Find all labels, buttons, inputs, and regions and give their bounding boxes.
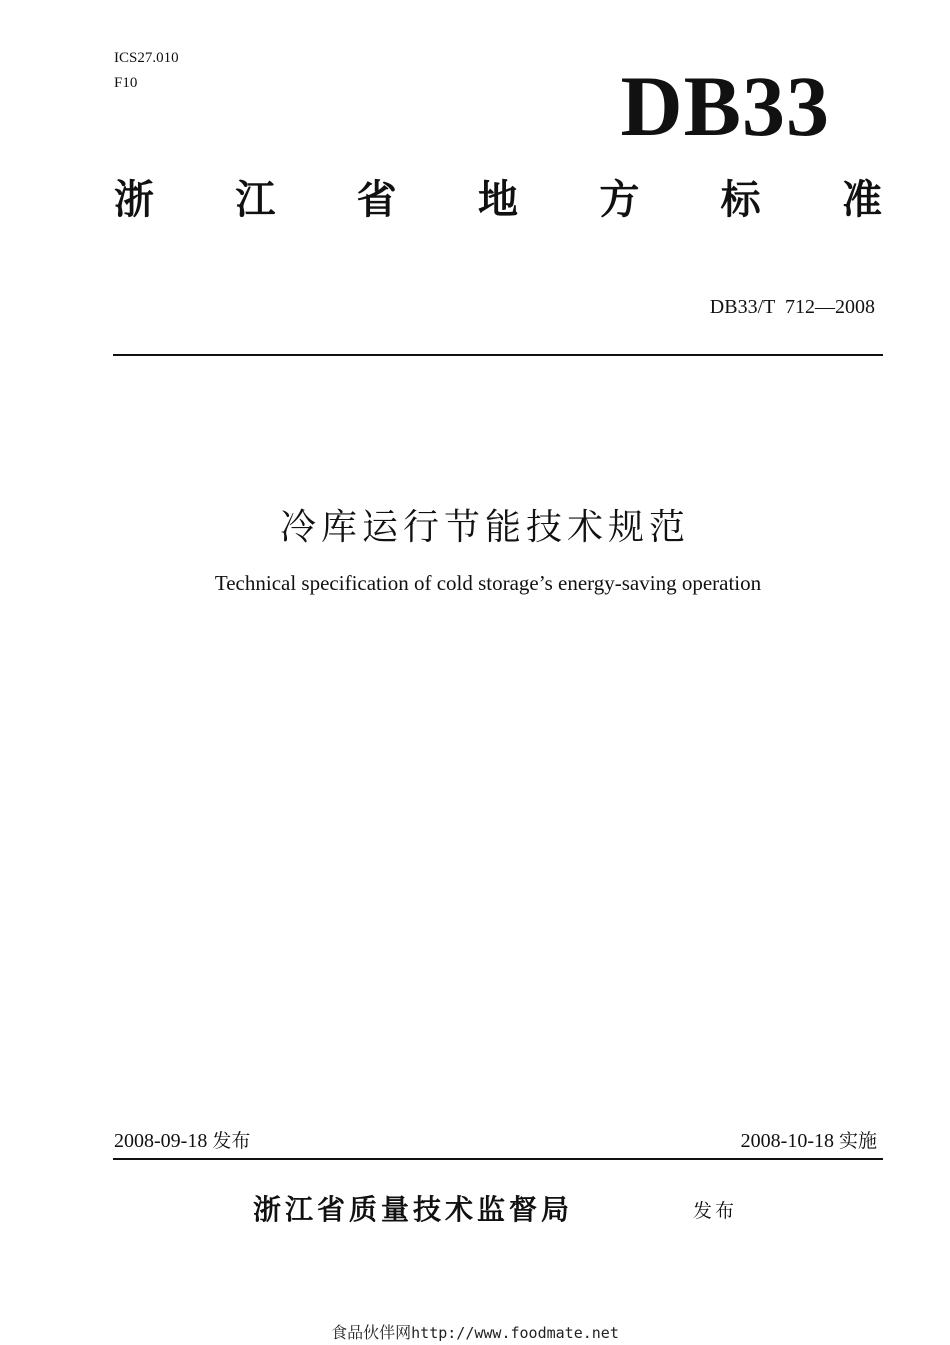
implement-date-line	[741, 1127, 877, 1155]
province-title-char: 地	[477, 177, 518, 223]
issue-date-line	[114, 1127, 250, 1155]
document-title-chinese: 冷库运行节能技术规范	[279, 507, 690, 548]
watermark-url: http://www.foodmate.net	[411, 1324, 619, 1342]
issue-date: 2008-09-18	[114, 1130, 208, 1152]
issuing-authority: 浙江省质量技术监督局	[253, 1193, 574, 1226]
province-title-char: 江	[235, 177, 276, 223]
province-title-char: 省	[356, 177, 397, 223]
document-title-english: Technical specification of cold storage’s energy-saving operation	[214, 571, 762, 595]
watermark-site-name: 食品伙伴网	[331, 1323, 412, 1342]
ics-code: ICS27.010	[114, 50, 179, 66]
province-title-char: 浙	[114, 177, 154, 223]
province-title-char: 方	[599, 177, 640, 223]
province-standard-title	[114, 175, 882, 225]
province-title-char: 准	[841, 177, 882, 223]
bottom-divider	[113, 1158, 883, 1160]
implement-date: 2008-10-18	[740, 1130, 834, 1152]
classification-code: F10	[114, 75, 138, 91]
standard-number: DB33/T 712—2008	[709, 296, 875, 318]
top-divider	[113, 354, 883, 356]
province-title-char: 标	[720, 177, 761, 223]
issuer-suffix: 发布	[693, 1200, 738, 1222]
watermark	[0, 1322, 950, 1345]
standard-mark: DB33	[620, 58, 830, 154]
implement-label: 实施	[838, 1130, 877, 1152]
issue-label: 发布	[212, 1130, 251, 1152]
